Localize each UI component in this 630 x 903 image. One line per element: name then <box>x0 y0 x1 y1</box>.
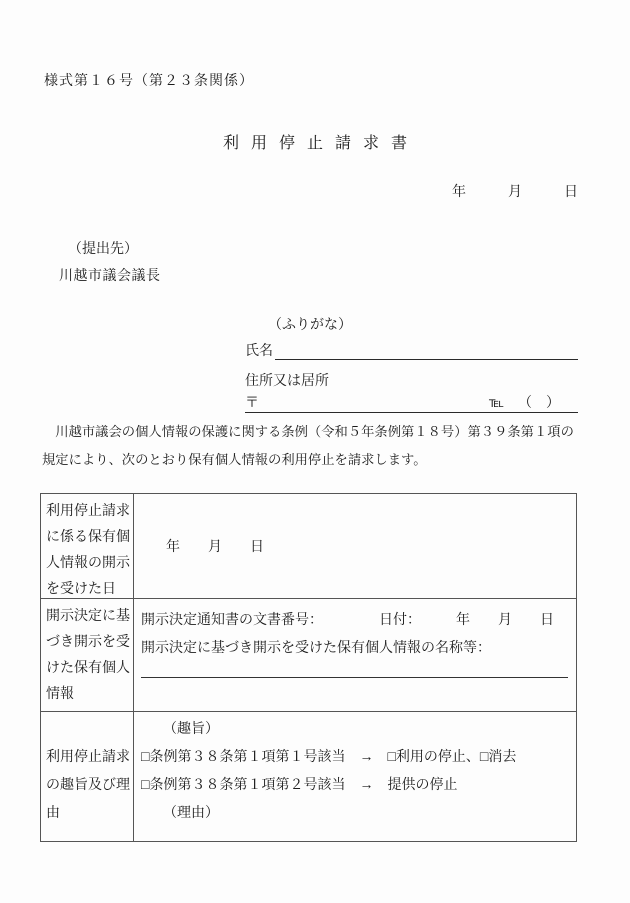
postal-mark-icon: 〒 <box>245 396 259 411</box>
info-name-label: 開示決定に基づき開示を受けた保有個人情報の名称等： <box>141 641 491 656</box>
submit-to-label: （提出先） <box>68 242 138 257</box>
address-label: 住所又は居所 <box>245 374 329 389</box>
name-field-row <box>245 340 578 360</box>
doc-number-line <box>141 607 570 635</box>
tel-parentheses: （ ） <box>518 396 560 411</box>
table-cell-purport-reason <box>134 712 576 841</box>
name-fill-line <box>275 339 578 360</box>
info-name-fill-line <box>141 663 568 678</box>
table-cell-disclosure-date <box>134 494 576 599</box>
recipient-name: 川越市議会議長 <box>59 269 161 284</box>
table-header-disclosed-info: 開示決定に基づき開示を受けた保有個人情報 <box>41 599 134 712</box>
page-title: 利用停止請求書 <box>222 135 419 152</box>
request-table <box>40 493 577 842</box>
reason-label: （理由） <box>163 806 219 821</box>
doc-date-label: 日付： 年 月 日 <box>379 613 554 628</box>
postal-tel-row <box>245 394 578 413</box>
table-cell-disclosed-info <box>134 599 576 712</box>
purport-label: （趣旨） <box>163 722 219 737</box>
table-header-purport-reason: 利用停止請求の趣旨及び理由 <box>41 712 134 841</box>
option-line-1: □条例第３８条第１項第１号該当 → □利用の停止、□消去 <box>141 750 517 765</box>
body-paragraph: 川越市議会の個人情報の保護に関する条例（令和５年条例第１８号）第３９条第１項の規定により、次のとおり保有個人情報の利用停止を請求します。 <box>42 424 574 467</box>
doc-number-label: 開示決定通知書の文書番号： <box>141 613 323 628</box>
tel-symbol: ℡ <box>488 396 504 411</box>
table-header-disclosure-date: 利用停止請求に係る保有個人情報の開示を受けた日 <box>41 494 134 599</box>
name-label: 氏名 <box>245 344 273 359</box>
furigana-label: （ふりがな） <box>268 318 352 333</box>
option-line-2: □条例第３８条第１項第２号該当 → 提供の停止 <box>141 778 458 793</box>
form-number: 様式第１６号（第２３条関係） <box>44 74 254 89</box>
date-line: 年 月 日 <box>452 185 578 200</box>
disclosure-date-value: 年 月 日 <box>166 540 264 555</box>
